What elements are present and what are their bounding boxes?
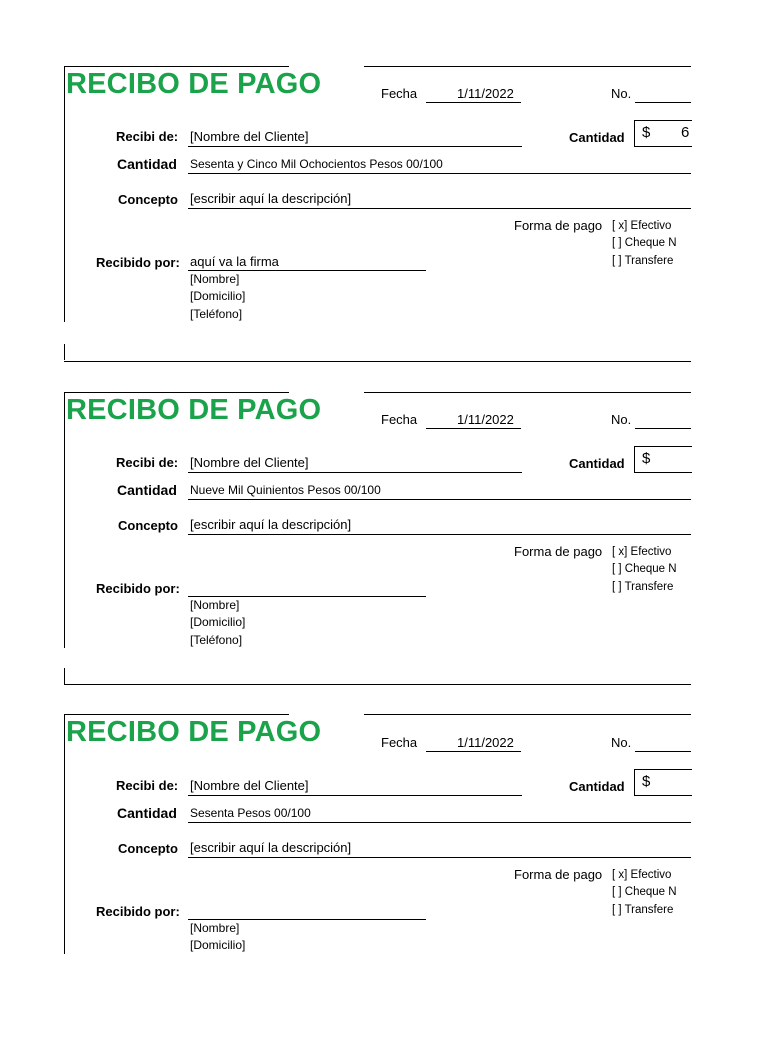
bottom-border	[64, 361, 691, 362]
concepto-underline	[188, 857, 691, 858]
option-transferencia[interactable]: [ ] Transfere	[612, 255, 674, 267]
forma-pago-label: Forma de pago	[514, 218, 603, 233]
bottom-left-tick	[64, 668, 65, 684]
recibi-underline	[188, 146, 522, 147]
option-efectivo[interactable]: [ x] Efectivo	[612, 869, 672, 881]
receipt-2	[0, 390, 768, 720]
recibido-underline	[188, 270, 426, 271]
receipt-title: RECIBO DE PAGO	[66, 716, 322, 748]
cantidad-words[interactable]: Sesenta Pesos 00/100	[190, 806, 311, 820]
currency-sign: $	[642, 773, 651, 790]
recibido-label: Recibido por:	[96, 904, 180, 919]
left-border	[64, 714, 65, 954]
recibido-underline	[188, 919, 426, 920]
recibido-label: Recibido por:	[96, 581, 180, 596]
concepto-value[interactable]: [escribir aquí la descripción]	[190, 517, 352, 532]
fecha-underline	[426, 751, 521, 752]
forma-pago-label: Forma de pago	[514, 544, 603, 559]
recibido-value[interactable]: aquí va la firma	[190, 254, 279, 269]
receipt-1	[0, 64, 768, 394]
recibi-underline	[188, 795, 522, 796]
left-border	[64, 66, 65, 322]
fecha-underline	[426, 102, 521, 103]
telefono-field[interactable]: [Teléfono]	[190, 307, 243, 321]
cantidad-words-underline	[188, 822, 691, 823]
currency-sign: $	[642, 124, 651, 141]
cantidad-box[interactable]	[634, 769, 692, 796]
concepto-label: Concepto	[118, 841, 178, 856]
nombre-field[interactable]: [Nombre]	[190, 921, 240, 935]
bottom-border	[64, 684, 691, 685]
no-label: No.	[611, 86, 632, 101]
option-cheque[interactable]: [ ] Cheque N	[612, 563, 677, 575]
concepto-underline	[188, 534, 691, 535]
recibi-value[interactable]: [Nombre del Cliente]	[190, 129, 309, 144]
concepto-value[interactable]: [escribir aquí la descripción]	[190, 840, 352, 855]
option-cheque[interactable]: [ ] Cheque N	[612, 886, 677, 898]
receipt-3	[0, 712, 768, 1042]
left-border	[64, 392, 65, 648]
no-underline[interactable]	[635, 102, 691, 103]
concepto-label: Concepto	[118, 192, 178, 207]
no-underline[interactable]	[635, 751, 691, 752]
no-underline[interactable]	[635, 428, 691, 429]
nombre-field[interactable]: [Nombre]	[190, 272, 240, 286]
fecha-label: Fecha	[381, 735, 418, 750]
top-left-border	[64, 392, 289, 393]
cantidad-words-label: Cantidad	[117, 482, 177, 498]
option-cheque[interactable]: [ ] Cheque N	[612, 237, 677, 249]
bottom-left-tick	[64, 344, 65, 360]
cantidad-label: Cantidad	[569, 456, 625, 471]
receipt-title: RECIBO DE PAGO	[66, 394, 322, 426]
option-transferencia[interactable]: [ ] Transfere	[612, 581, 674, 593]
fecha-value[interactable]: 1/11/2022	[457, 86, 514, 101]
top-right-border	[364, 392, 691, 393]
top-left-border	[64, 66, 289, 67]
concepto-value[interactable]: [escribir aquí la descripción]	[190, 191, 352, 206]
domicilio-field[interactable]: [Domicilio]	[190, 289, 246, 303]
currency-sign: $	[642, 450, 651, 467]
no-label: No.	[611, 735, 632, 750]
telefono-field[interactable]: [Teléfono]	[190, 633, 243, 647]
top-right-border	[364, 714, 691, 715]
nombre-field[interactable]: [Nombre]	[190, 598, 240, 612]
cantidad-label: Cantidad	[569, 130, 625, 145]
fecha-value[interactable]: 1/11/2022	[457, 412, 514, 427]
top-right-border	[364, 66, 691, 67]
fecha-label: Fecha	[381, 412, 418, 427]
domicilio-field[interactable]: [Domicilio]	[190, 938, 246, 952]
cantidad-words-underline	[188, 173, 691, 174]
cantidad-words-label: Cantidad	[117, 805, 177, 821]
cantidad-box[interactable]	[634, 120, 692, 147]
cantidad-words[interactable]: Sesenta y Cinco Mil Ochocientos Pesos 00/100	[190, 157, 443, 171]
recibi-label: Recibi de:	[116, 455, 179, 470]
recibido-underline	[188, 596, 426, 597]
no-label: No.	[611, 412, 632, 427]
concepto-label: Concepto	[118, 518, 178, 533]
domicilio-field[interactable]: [Domicilio]	[190, 615, 246, 629]
recibi-underline	[188, 472, 522, 473]
recibi-label: Recibi de:	[116, 778, 179, 793]
top-left-border	[64, 714, 289, 715]
fecha-value[interactable]: 1/11/2022	[457, 735, 514, 750]
recibi-value[interactable]: [Nombre del Cliente]	[190, 455, 309, 470]
concepto-underline	[188, 208, 691, 209]
forma-pago-label: Forma de pago	[514, 867, 603, 882]
receipt-title: RECIBO DE PAGO	[66, 68, 322, 100]
cantidad-label: Cantidad	[569, 779, 625, 794]
cantidad-amount: 6	[681, 124, 690, 141]
option-efectivo[interactable]: [ x] Efectivo	[612, 220, 672, 232]
recibi-value[interactable]: [Nombre del Cliente]	[190, 778, 309, 793]
fecha-underline	[426, 428, 521, 429]
recibi-label: Recibi de:	[116, 129, 179, 144]
cantidad-words-underline	[188, 499, 691, 500]
recibido-label: Recibido por:	[96, 255, 180, 270]
option-transferencia[interactable]: [ ] Transfere	[612, 904, 674, 916]
option-efectivo[interactable]: [ x] Efectivo	[612, 546, 672, 558]
cantidad-words-label: Cantidad	[117, 156, 177, 172]
fecha-label: Fecha	[381, 86, 418, 101]
cantidad-box[interactable]	[634, 446, 692, 473]
cantidad-words[interactable]: Nueve Mil Quinientos Pesos 00/100	[190, 483, 381, 497]
